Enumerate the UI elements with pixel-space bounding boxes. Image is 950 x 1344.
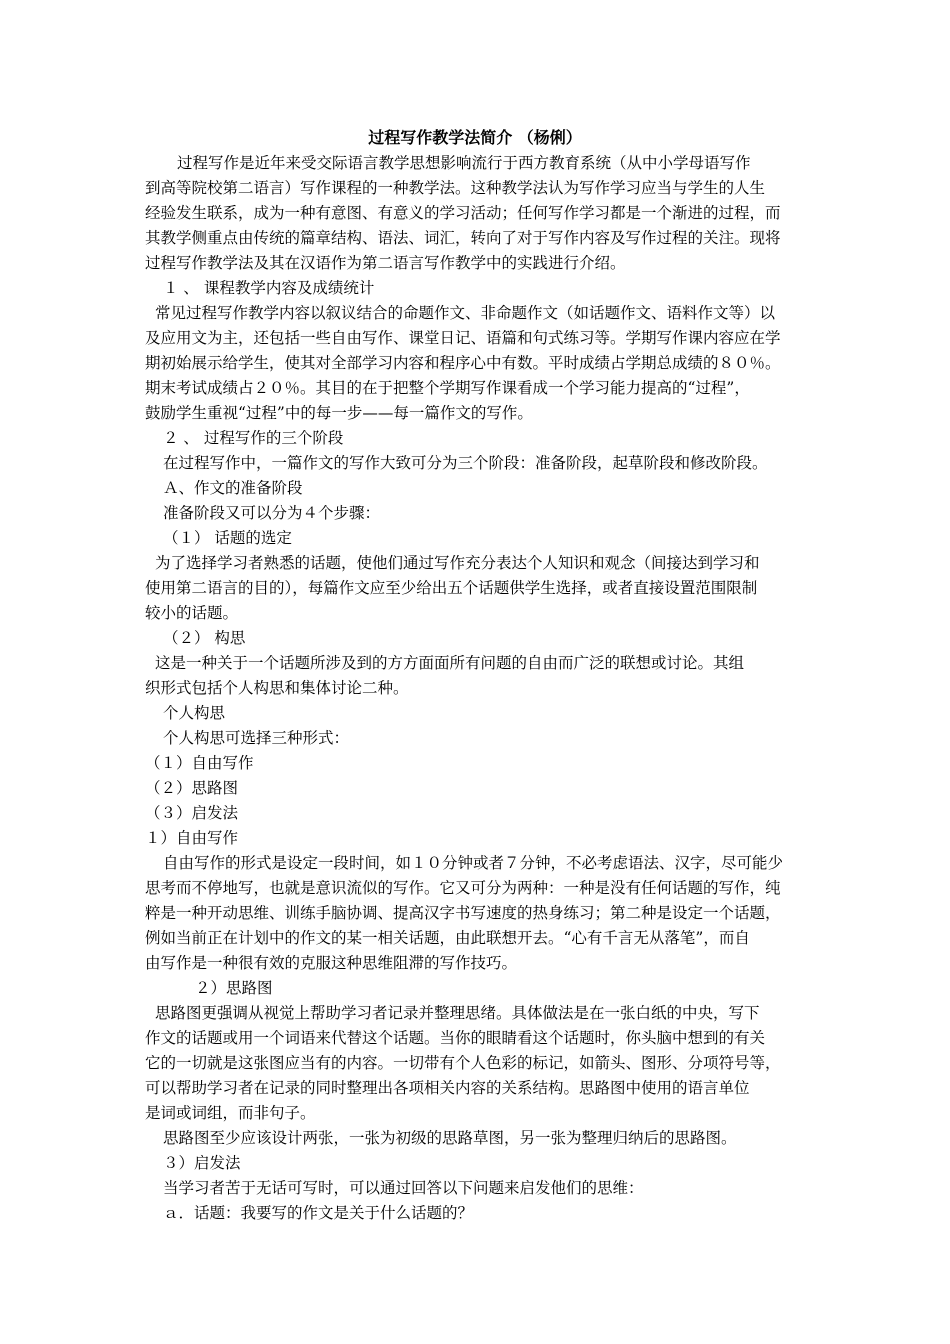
text-line: 是词或词组，而非句子。	[145, 1104, 316, 1122]
text-line: 思路图至少应该设计两张，一张为初级的思路草图，另一张为整理归纳后的思路图。	[163, 1129, 737, 1147]
text-line: 思路图更强调从视觉上帮助学习者记录并整理思绪。具体做法是在一张白纸的中央，写下	[155, 1004, 760, 1022]
text-line: 粹是一种开动思维、训练手脑协调、提高汉字书写速度的热身练习；第二种是设定一个话题，	[145, 904, 781, 922]
section-heading: ２ 、 过程写作的三个阶段	[163, 429, 344, 447]
text-line: 织形式包括个人构思和集体讨论二种。	[145, 679, 409, 697]
text-line: 准备阶段又可以分为４个步骤：	[163, 504, 381, 522]
text-line: 较小的话题。	[145, 604, 239, 622]
list-item: （２）思路图	[145, 779, 239, 797]
text-line: 经验发生联系，成为一种有意图、有意义的学习活动；任何写作学习都是一个渐进的过程，而	[145, 204, 781, 222]
subsection-heading: Ａ、作文的准备阶段	[163, 479, 303, 497]
text-line: 及应用文为主，还包括一些自由写作、课堂日记、语篇和句式练习等。学期写作课内容应在学	[145, 329, 781, 347]
list-heading: （２） 构思	[163, 629, 246, 647]
document-title: 过程写作教学法简介 （杨俐）	[368, 128, 582, 147]
text-line: 它的一切就是这张图应当有的内容。一切带有个人色彩的标记，如箭头、图形、分项符号等，	[145, 1054, 781, 1072]
text-line: 由写作是一种很有效的克服这种思维阻滞的写作技巧。	[145, 954, 518, 972]
section-heading: １ 、 课程教学内容及成绩统计	[163, 279, 375, 297]
text-line: 使用第二语言的目的），每篇作文应至少给出五个话题供学生选择，或者直接设置范围限制	[145, 579, 758, 597]
text-line: 当学习者苦于无话可写时，可以通过回答以下问题来启发他们的思维：	[163, 1179, 644, 1197]
text-line: 思考而不停地写，也就是意识流似的写作。它又可分为两种：一种是没有任何话题的写作，纯	[145, 879, 781, 897]
text-line: 常见过程写作教学内容以叙议结合的命题作文、非命题作文（如话题作文、语料作文等）以	[155, 304, 776, 322]
list-heading: ２）思路图	[195, 979, 273, 997]
list-heading: １）自由写作	[145, 829, 239, 847]
text-line: 这是一种关于一个话题所涉及到的方方面面所有问题的自由而广泛的联想或讨论。其组	[155, 654, 745, 672]
text-line: 自由写作的形式是设定一段时间，如１０分钟或者７分钟，不必考虑语法、汉字，尽可能少	[163, 854, 784, 872]
list-heading: ３）启发法	[163, 1154, 241, 1172]
text-line: 例如当前正在计划中的作文的某一相关话题，由此联想开去。“心有千言无从落笔”，而自	[145, 929, 750, 947]
text-line: 可以帮助学习者在记录的同时整理出各项相关内容的关系结构。思路图中使用的语言单位	[145, 1079, 750, 1097]
list-item: （１）自由写作	[145, 754, 254, 772]
list-heading: （１） 话题的选定	[163, 529, 292, 547]
text-line: 个人构思	[163, 704, 226, 722]
text-line: 过程写作是近年来受交际语言教学思想影响流行于西方教育系统（从中小学母语写作	[177, 154, 751, 172]
text-line: 个人构思可选择三种形式：	[163, 729, 350, 747]
text-line: 在过程写作中，一篇作文的写作大致可分为三个阶段：准备阶段，起草阶段和修改阶段。	[163, 454, 768, 472]
list-item: （３）启发法	[145, 804, 239, 822]
text-line: 过程写作教学法及其在汉语作为第二语言写作教学中的实践进行介绍。	[145, 254, 626, 272]
text-line: 为了选择学习者熟悉的话题，使他们通过写作充分表达个人知识和观念（间接达到学习和	[155, 554, 760, 572]
list-item: ａ．话题：我要写的作文是关于什么话题的？	[163, 1204, 474, 1222]
text-line: 期末考试成绩占２０％。其目的在于把整个学期写作课看成一个学习能力提高的“过程”，	[145, 379, 750, 397]
text-line: 其教学侧重点由传统的篇章结构、语法、词汇，转向了对于写作内容及写作过程的关注。现将	[145, 229, 781, 247]
text-line: 到高等院校第二语言）写作课程的一种教学法。这种教学法认为写作学习应当与学生的人生	[145, 179, 766, 197]
text-line: 鼓励学生重视“过程”中的每一步——每一篇作文的写作。	[145, 404, 533, 422]
text-line: 作文的话题或用一个词语来代替这个话题。当你的眼睛看这个话题时，你头脑中想到的有关	[145, 1029, 766, 1047]
text-line: 期初始展示给学生，使其对全部学习内容和程序心中有数。平时成绩占学期总成绩的８０％。	[145, 354, 781, 372]
